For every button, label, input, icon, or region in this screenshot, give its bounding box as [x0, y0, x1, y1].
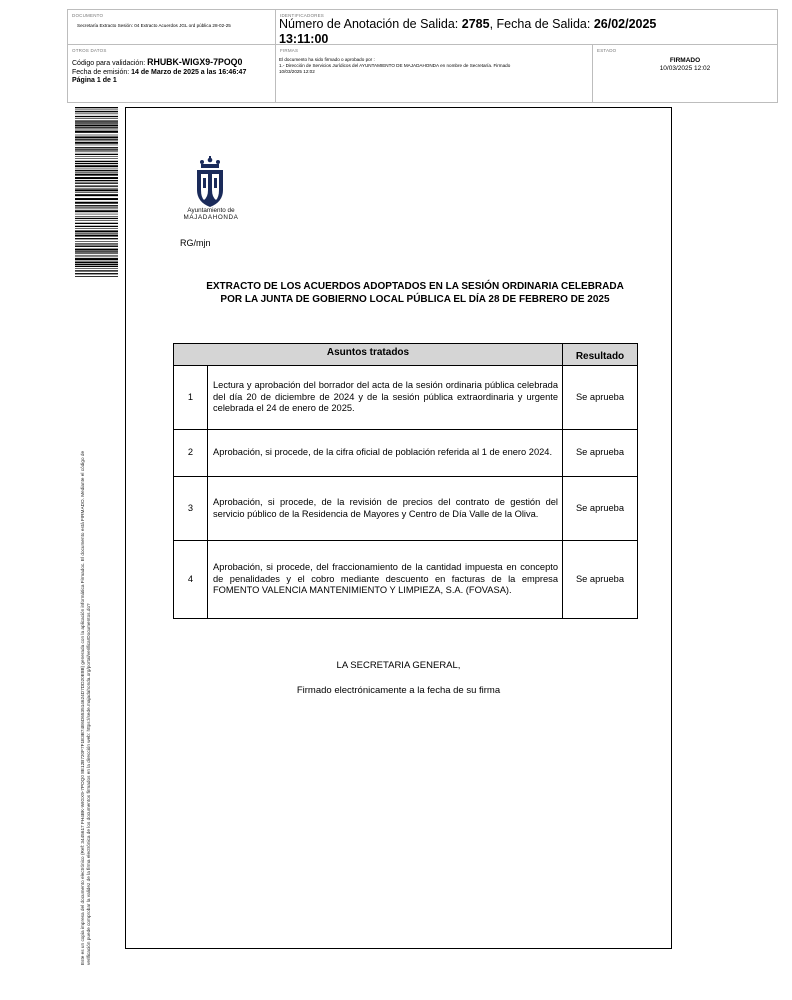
- row-subject: Lectura y aprobación del borrador del acta de la sesión ordinaria pública celebrada del día 20 de diciembre de 2024 y de la sesión pública extraordinaria y urgente celebrada el 24 de enero de 2025.: [208, 366, 563, 430]
- validation-code[interactable]: RHUBK-WIGX9-7POQ0: [147, 57, 243, 67]
- anotacion-salida: [279, 17, 749, 46]
- firmas-cell: [276, 45, 593, 102]
- table-row: [174, 541, 638, 619]
- document-header: [67, 9, 778, 103]
- row-subject: Aprobación, si procede, de la revisión de precios del contrato de gestión del servicio público de la Residencia de Mayores y Centro de Día Valle de la Oliva.: [208, 477, 563, 541]
- identificadores-cell: [276, 10, 777, 45]
- salida-date: 26/02/2025: [593, 17, 657, 31]
- firmas-line-3: 10/03/2025 12:02: [279, 68, 315, 74]
- documento-value: Secretaría Extracto Sesión: 04 Extracto Acuerdos JGL ord pública 28-02-25: [77, 23, 231, 28]
- row-result: Se aprueba: [563, 477, 638, 541]
- ident-prefix: Número de Anotación de Salida:: [279, 17, 462, 31]
- document-title: [160, 280, 670, 306]
- table-row: [174, 430, 638, 477]
- row-subject: Aprobación, si procede, del fraccionamiento de la cantidad impuesta en concepto de penalidades y el cobro mediante descuento en facturas de la empresa FOMENTO VALENCIA MANTENIMIENTO Y LIMPIEZA, S.A. (FOVASA).: [208, 541, 563, 619]
- logo-line-1: Ayuntamiento de: [187, 207, 235, 214]
- row-number: 1: [174, 366, 208, 430]
- row-result: Se aprueba: [563, 366, 638, 430]
- otros-datos-value: [72, 58, 246, 86]
- salida-time: 13:11:00: [279, 31, 329, 46]
- row-subject: Aprobación, si procede, de la cifra oficial de población referida al 1 de enero 2024.: [208, 430, 563, 477]
- ident-mid: , Fecha de Salida:: [489, 17, 594, 31]
- anotacion-number: 2785: [461, 17, 490, 31]
- title-line-2: POR LA JUNTA DE GOBIERNO LOCAL PÚBLICA EL DÍA 28 DE FEBRERO DE 2025: [220, 294, 610, 305]
- estado-value: [593, 57, 777, 73]
- documento-label: DOCUMENTO: [72, 13, 104, 18]
- row-result: Se aprueba: [563, 541, 638, 619]
- agreements-table: [173, 343, 638, 619]
- signature-title: LA SECRETARIA GENERAL,: [336, 660, 461, 671]
- row-number: 3: [174, 477, 208, 541]
- signature-note: Firmado electrónicamente a la fecha de su firma: [296, 685, 501, 696]
- otros-datos-cell: [68, 45, 276, 102]
- reference-code: RG/mjn: [180, 238, 211, 248]
- firmas-line-1: El documento ha sido firmado o aprobado por :: [279, 57, 375, 62]
- page-count: Página 1 de 1: [72, 77, 117, 85]
- header-resultado: Resultado: [563, 344, 638, 366]
- emision-label: Fecha de emisión:: [72, 68, 132, 76]
- table-row: [174, 366, 638, 430]
- logo-text: [178, 207, 244, 221]
- barcode-icon: [75, 107, 118, 277]
- row-number: 2: [174, 430, 208, 477]
- documento-cell: [68, 10, 276, 45]
- table-row: [174, 477, 638, 541]
- estado-label: ESTADO: [597, 48, 617, 53]
- verification-side-text: [80, 295, 93, 965]
- title-line-1: EXTRACTO DE LOS ACUERDOS ADOPTADOS EN LA SESIÓN ORDINARIA CELEBRADA: [206, 281, 624, 292]
- estado-status: FIRMADO: [669, 57, 701, 64]
- firmas-label: FIRMAS: [280, 48, 299, 53]
- firmas-line-2: 1.- Dirección de Servicios Jurídicos del AYUNTAMIENTO DE MAJADAHONDA en nombre de Secretaría. Firmado: [279, 62, 511, 68]
- side-text-line-1: Este es un copia impresa del documento electrónico (Ref: 3445617 FH4BK-WIGX9-7POQ0 8E12B720F7F1E3B74E6D653514624D7DD20E8B) generada con la aplicación informática Firmadoc. El documento está FIRMADO. Mediante el código de: [80, 450, 85, 965]
- firmas-value: [279, 57, 585, 74]
- logo-line-2: MAJADAHONDA: [183, 214, 239, 221]
- side-text-line-2: verificación puede comprobar la validez de la firma electrónica de los documentos firmados en la dirección web: https://sede.majadahonda.org/portal/verificarDocumentos.do?: [86, 603, 92, 965]
- codigo-label: Código para validación:: [72, 60, 148, 67]
- otros-datos-label: OTROS DATOS: [72, 48, 107, 53]
- estado-date: 10/03/2025 12:02: [659, 65, 711, 72]
- row-number: 4: [174, 541, 208, 619]
- identificadores-label: IDENTIFICADORES: [280, 13, 325, 18]
- header-asuntos: Asuntos tratados: [174, 344, 563, 366]
- row-result: Se aprueba: [563, 430, 638, 477]
- emision-date: 14 de Marzo de 2025 a las 16:46:47: [131, 68, 247, 76]
- estado-cell: [593, 45, 777, 102]
- table-header-row: [174, 344, 638, 366]
- coat-of-arms-icon: [187, 156, 233, 208]
